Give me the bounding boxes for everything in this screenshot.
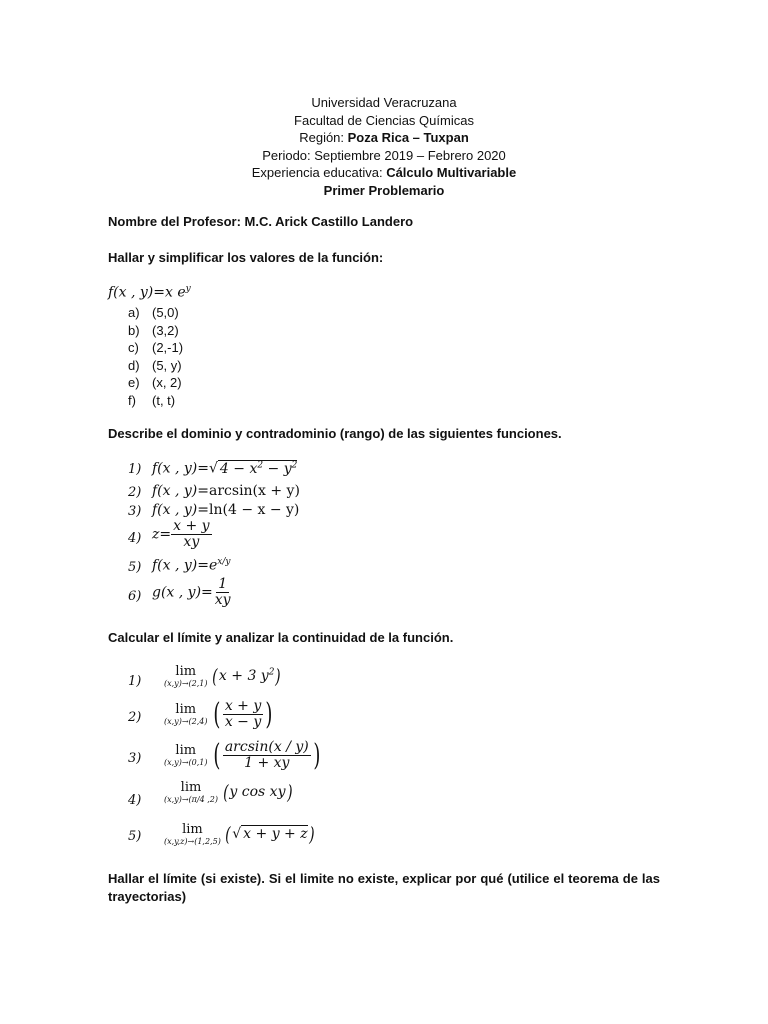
item-number: 5) <box>128 829 142 844</box>
function-expression: f(x , y)=√ $4 - x^2 - y^2$ <box>152 460 298 477</box>
section1-heading: Hallar y simplificar los valores de la función: <box>108 250 384 265</box>
university-name: Universidad Veracruzana <box>311 95 457 110</box>
limit-operator: lim (x,y)→(2,4) <box>164 701 208 726</box>
item-number: 6) <box>128 589 142 604</box>
list-item: f) (t, t) <box>128 392 176 408</box>
section1-options <box>128 304 183 410</box>
item-number: 3) <box>128 751 142 766</box>
limit-operator: lim (x,y)→(π/4 ,2) <box>164 779 218 804</box>
limit-operator: lim (x,y)→(0,1) <box>164 742 208 767</box>
section4-heading: Hallar el límite (si existe). Si el limite no existe, explicar por qué (utilice el teorema de las trayectorias) <box>108 871 660 904</box>
list-item: a) (5,0) <box>128 305 179 320</box>
limit-operator: lim (x,y,z)→(1,2,5) <box>164 821 221 846</box>
document-title: Primer Problemario <box>323 182 445 198</box>
item-number: 4) <box>128 531 142 546</box>
fraction: $\frac{x + y}{xy}$ <box>173 518 210 550</box>
item-number: 2) <box>128 485 142 500</box>
item-number: 4) <box>128 793 142 808</box>
section3-heading: Calcular el límite y analizar la continuidad de la función. <box>108 630 454 645</box>
function-expression: g(x , y)= $\frac{1}{xy}$ <box>152 576 231 608</box>
item-number: 1) <box>128 674 142 689</box>
list-item: b) (3,2) <box>128 322 179 338</box>
fraction: $\frac{x + y}{x - y}$ <box>224 698 262 730</box>
limit-operator: lim (x,y)→(2,1) <box>164 663 208 688</box>
list-item: d) (5, y) <box>128 357 182 373</box>
item-number: 2) <box>128 710 142 725</box>
limit-expression: lim (x,y)→(π/4 ,2) (y cos xy) <box>164 779 293 804</box>
function-expression: z= $\frac{x + y}{xy}$ <box>152 518 210 550</box>
region-value: Poza Rica – Tuxpan <box>347 130 469 146</box>
limit-expression: lim (x,y,z)→(1,2,5) (√ x + y + z) <box>164 821 315 846</box>
list-item: c) (2,-1) <box>128 340 184 356</box>
item-number: 1) <box>128 462 142 477</box>
region-line: Región: Poza Rica – Tuxpan <box>299 130 469 146</box>
document-header <box>0 94 768 200</box>
function-expression: f(x , $y)=e^{x/y}$ <box>152 557 231 574</box>
item-number: 3) <box>128 504 142 519</box>
period-line: Periodo: Septiembre 2019 – Febrero 2020 <box>262 147 506 163</box>
faculty-name: Facultad de Ciencias Químicas <box>294 112 474 128</box>
limit-expression: lim (x,y)→(2,4) ( $\frac{x + y}{x - y}$ ) <box>164 697 273 732</box>
section1-function: f(x , y)=x $e^y$ <box>108 284 191 301</box>
professor-name: Nombre del Profesor: M.C. Arick Castillo Landero <box>108 214 414 229</box>
course-line: Experiencia educativa: Cálculo Multivariable <box>251 165 517 181</box>
fraction: $\frac{1}{xy}$ <box>214 576 231 608</box>
list-item: e) (x, 2) <box>128 375 182 391</box>
item-number: 5) <box>128 560 142 575</box>
function-expression: f(x , y)=ln(4 − x − y) <box>152 502 300 518</box>
fraction: $\frac{\arcsin(x / y)}{1 + xy}$ <box>224 739 309 771</box>
section2-heading: Describe el dominio y contradominio (rango) de las siguientes funciones. <box>108 426 562 441</box>
course-value: Cálculo Multivariable <box>386 165 517 181</box>
limit-expression: lim (x,y)→(2,1) (x + 3 $y^2$) <box>164 663 282 688</box>
function-expression: f(x , y)=arcsin(x + y) <box>152 483 300 499</box>
limit-expression: lim (x,y)→(0,1) ( $\frac{\arcsin(x / y)}{1 + xy}$ ) <box>164 738 321 773</box>
